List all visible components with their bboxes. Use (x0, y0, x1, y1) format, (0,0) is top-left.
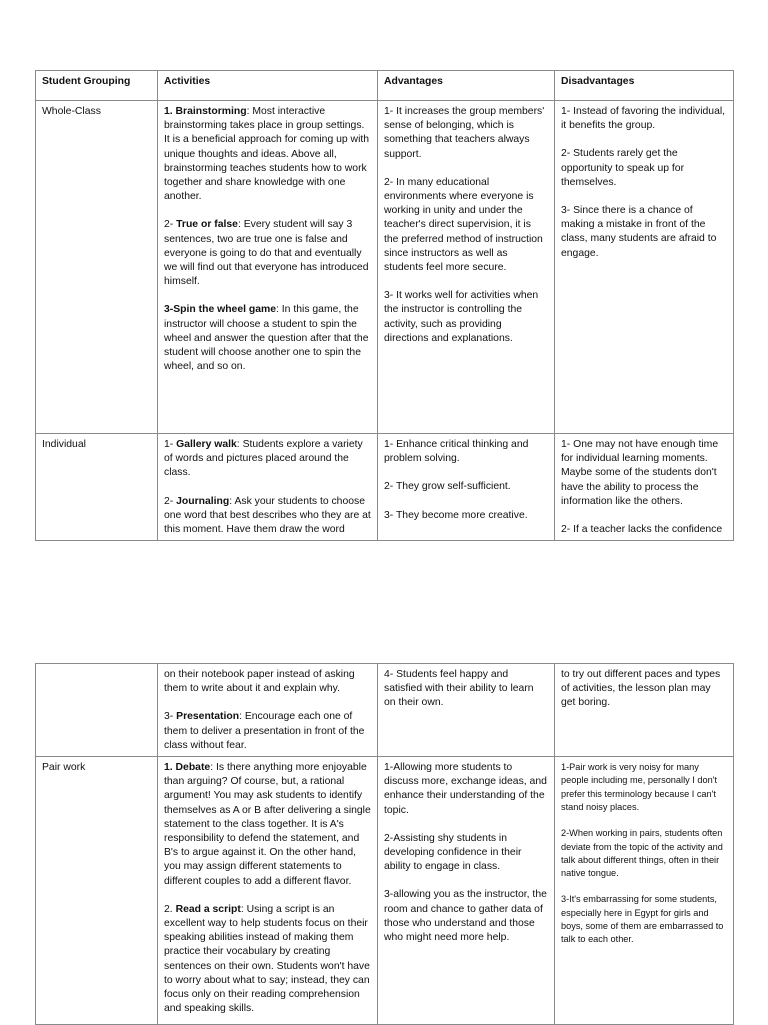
activities-cell-individual (158, 434, 378, 541)
advantage-item: 3- It works well for activities when the instructor is controlling the activity, such as providing directions and explanations. (384, 290, 539, 344)
activity-presentation: 3- Presentation: Encourage each one of them to deliver a presentation in front of the class without fear. (164, 711, 365, 751)
advantages-cell-whole-class (378, 101, 555, 434)
table-row-individual-continued (36, 664, 734, 757)
advantage-item: 4- Students feel happy and satisfied with their ability to learn on their own. (384, 669, 534, 709)
grouping-label-individual: Individual (36, 434, 158, 541)
disadvantage-item: 1- Instead of favoring the individual, it benefits the group. (561, 106, 726, 132)
disadvantages-cell-pair-work (555, 757, 734, 1025)
advantages-cell-pair-work (378, 757, 555, 1025)
disadvantage-item: 1- One may not have enough time for individual learning moments. Maybe some of the students don't have the ability to process the information like the others. (561, 439, 719, 507)
advantage-item: 2- In many educational environments where everyone is working in unity and under the teacher's direct supervision, it is the preferred method of instruction since instructors as well as students feel more secure. (384, 176, 543, 274)
disadvantage-item: 2- If a teacher lacks the confidence (561, 524, 723, 536)
activities-cell-whole-class (158, 101, 378, 434)
activity-read-a-script: 2. Read a script: Using a script is an excellent way to help students focus on their speaking abilities instead of making them practice their vocabulary by creating sentences on their own. Students won't have to worry about what to say; instead, they can focus only on their reading comprehension and speaking skills. (164, 903, 370, 1015)
activities-cell-pair-work (158, 757, 378, 1025)
header-activities: Activities (158, 71, 378, 101)
activity-journaling: 2- Journaling: Ask your students to choose one word that best describes who they are at this moment. Have them draw the word (164, 495, 371, 536)
advantage-item: 3- They become more creative. (384, 509, 528, 521)
disadvantage-item: 2- Students rarely get the opportunity to speak up for themselves. (561, 148, 685, 188)
advantage-item: 1- Enhance critical thinking and problem solving. (384, 439, 529, 465)
advantages-cell-individual-continued (378, 664, 555, 757)
grouping-label-pair-work: Pair work (36, 757, 158, 1025)
table-row-individual (36, 434, 734, 541)
grouping-table-page-2 (35, 663, 734, 1025)
table-header-row (36, 71, 734, 101)
activity-gallery-walk: 1- Gallery walk: Students explore a variety of words and pictures placed around the class. (164, 439, 363, 479)
activity-spin-the-wheel: 3-Spin the wheel game: In this game, the instructor will choose a student to spin the wheel and answer the question after that the student will choose another one to spin the wheel, and so on. (164, 304, 369, 373)
activities-cell-individual-continued (158, 664, 378, 757)
advantage-item: 2-Assisting shy students in developing confidence in their ability to engage in class. (384, 832, 522, 873)
activity-debate: 1. Debate: Is there anything more enjoyable than arguing? Of course, but, a rational argument! You may ask students to identify themselves as A or B after delivering a single statement to the class together. It is A's responsibility to defend the statement, and B's to argue against it. On the other hand, you may assign different statements to different couples to add a different flavor. (164, 762, 371, 887)
disadvantages-cell-individual-continued (555, 664, 734, 757)
advantage-item: 3-allowing you as the instructor, the room and chance to gather data of those who understand and those who might need more help. (384, 889, 547, 944)
advantage-item: 1-Allowing more students to discuss more, exchange ideas, and enhance their understanding of the topic. (384, 762, 547, 816)
grouping-table-page-1 (35, 70, 734, 541)
disadvantage-item: to try out different paces and types of activities, the lesson plan may get boring. (561, 669, 721, 709)
header-student-grouping: Student Grouping (36, 71, 158, 101)
disadvantages-cell-individual (555, 434, 734, 541)
disadvantages-cell-whole-class (555, 101, 734, 434)
advantages-cell-individual (378, 434, 555, 541)
activity-brainstorming: 1. Brainstorming: Most interactive brainstorming takes place in group settings. It is a beneficial approach for coming up with unique thoughts and ideas. Above all, brainstorming teaches students how to work together and share knowledge with one another. (164, 106, 370, 203)
grouping-label-empty (36, 664, 158, 757)
disadvantage-item: 3-It's embarrassing for some students, especially here in Egypt for girls and boys, some of them are embarrassed to talk to each other. (561, 894, 724, 945)
activity-journaling-continued: on their notebook paper instead of asking them to write about it and explain why. (164, 669, 355, 695)
activity-true-or-false: 2- True or false: Every student will say 3 sentences, two are true one is false and everyone is going to do that and eventually we will find out that everyone has introduced himself. (164, 219, 369, 288)
advantage-item: 2- They grow self-sufficient. (384, 481, 511, 493)
header-advantages: Advantages (378, 71, 555, 101)
table-row-whole-class (36, 101, 734, 434)
header-disadvantages: Disadvantages (555, 71, 734, 101)
disadvantage-item: 2-When working in pairs, students often deviate from the topic of the activity and talk about different things, often in their native tongue. (561, 828, 723, 879)
disadvantage-item: 1-Pair work is very noisy for many people including me, personally I don't prefer this terminology because I can't stand noisy places. (561, 762, 717, 812)
advantage-item: 1- It increases the group members' sense of belonging, which is something that teachers always support. (384, 106, 545, 160)
table-row-pair-work (36, 757, 734, 1025)
grouping-label-whole-class: Whole-Class (36, 101, 158, 434)
disadvantage-item: 3- Since there is a chance of making a mistake in front of the class, many students are afraid to engage. (561, 205, 717, 259)
